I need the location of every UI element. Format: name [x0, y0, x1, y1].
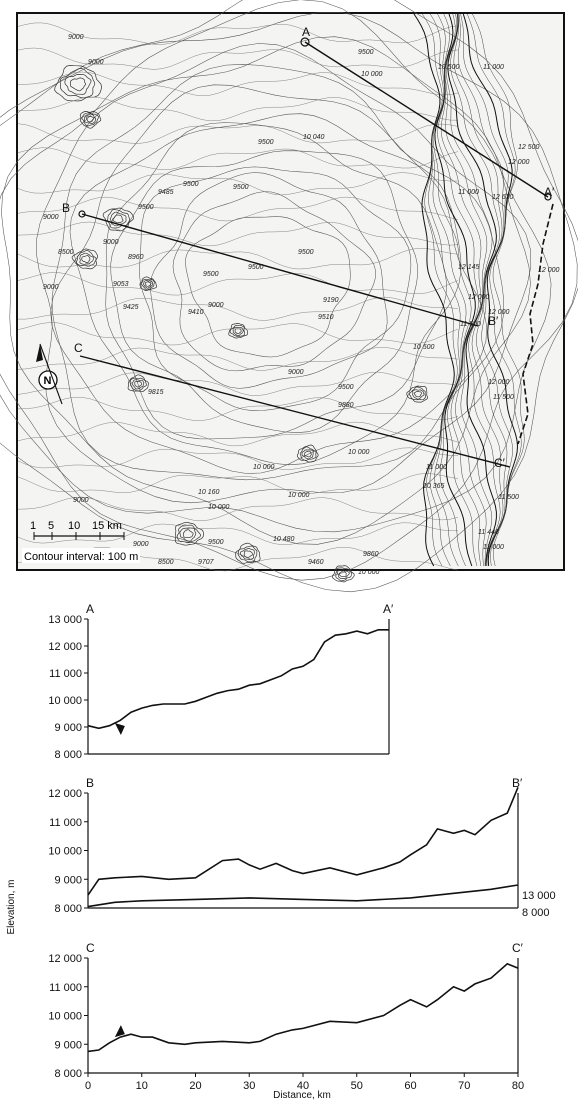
contour-label: 11 500 — [493, 394, 514, 401]
y-tick-label: 10 000 — [48, 845, 82, 858]
contour-label: 10 500 — [438, 64, 460, 71]
y-tick-label: 11 000 — [49, 668, 82, 680]
contour-label: 9707 — [198, 559, 214, 566]
contour-label: 9000 — [68, 34, 84, 41]
contour-label: 12 145 — [458, 264, 480, 271]
y-tick-label: 11 000 — [49, 981, 82, 994]
contour-label: 12 000 — [538, 267, 560, 274]
profile-series-line-0 — [88, 964, 518, 1052]
contour-label: 10 040 — [303, 134, 325, 141]
contour-label: 11 500 — [498, 494, 519, 501]
y-tick-label: 11 000 — [49, 816, 82, 829]
x-tick-label: 10 — [135, 1080, 148, 1092]
contour-label: 9500 — [233, 184, 249, 191]
contour-label: 10 160 — [198, 489, 220, 496]
y-tick-label: 8 000 — [54, 1068, 82, 1080]
contour-label: 11 000 — [483, 64, 504, 71]
contour-label: 9000 — [43, 214, 59, 221]
hill-contour — [244, 551, 252, 558]
x-tick-label: 60 — [404, 1080, 417, 1092]
valley-contour — [18, 448, 458, 470]
contour-label: 9485 — [158, 189, 174, 196]
profile-start-label: A — [86, 602, 95, 616]
section-lines — [79, 38, 551, 467]
contour-interval-note: Contour interval: 100 m — [24, 551, 139, 563]
contour-label: 9425 — [123, 304, 139, 311]
valley-contour — [18, 297, 458, 320]
x-tick-label: 70 — [458, 1080, 471, 1092]
contour-label: 9500 — [358, 49, 374, 56]
x-tick-label: 30 — [243, 1080, 256, 1092]
contour-label: 11 000 — [426, 464, 447, 471]
escarpment-contour — [446, 14, 492, 566]
contour-label: 12 000 — [508, 159, 530, 166]
rim-boundary — [518, 204, 553, 444]
y-axis-title: Elevation, m — [6, 879, 17, 935]
escarpment-contour — [450, 14, 500, 566]
hill-contour — [87, 116, 94, 122]
contour-label: 10 000 — [288, 492, 310, 499]
hill-contour — [414, 391, 421, 397]
contour-label: 9000 — [103, 239, 119, 246]
valley-contour — [18, 72, 458, 96]
contour-label: 9000 — [208, 302, 224, 309]
profile-series-line-0 — [88, 787, 518, 895]
contour-label: 9510 — [318, 314, 334, 321]
contour-label: 9500 — [183, 181, 199, 188]
x-tick-label: 50 — [350, 1080, 363, 1092]
label-a: A — [302, 25, 311, 39]
y-tick-label: 12 000 — [48, 788, 82, 800]
contour-label: 12 000 — [488, 379, 510, 386]
contour-label: 12 630 — [492, 194, 514, 201]
label-a-prime: A′ — [544, 185, 555, 199]
contour-label: 11 448 — [478, 529, 499, 536]
valley-contour — [18, 48, 458, 69]
contour-label: 9190 — [323, 297, 339, 304]
contour-line — [70, 114, 461, 465]
x-tick-label: 20 — [189, 1080, 202, 1092]
hill-contour — [65, 75, 91, 95]
contour-label: 9500 — [338, 384, 354, 391]
valley-contour — [18, 97, 458, 121]
profile-end-label: C′ — [512, 941, 523, 955]
contour-label: 9460 — [308, 559, 324, 566]
contour-label: 9500 — [298, 249, 314, 256]
contour-label: 10 000 — [348, 449, 370, 456]
y-tick-label: 10 000 — [48, 1010, 82, 1023]
x-tick-label: 80 — [511, 1080, 525, 1092]
contour-label: 9880 — [338, 402, 354, 409]
contour-label: 11 000 — [458, 189, 479, 196]
x-axis-title: Distance, km — [273, 1090, 331, 1101]
hill-contour — [339, 571, 346, 577]
contour-label: 9410 — [188, 309, 204, 316]
valley-contour — [18, 372, 458, 396]
profile-series-line-0 — [88, 630, 389, 729]
profile-start-label: B — [86, 776, 95, 790]
scale-label-1: 1 — [30, 520, 37, 532]
profile-c — [48, 941, 524, 1092]
hill-contour — [409, 387, 425, 400]
contour-label: 9500 — [203, 271, 219, 278]
hill-contour — [304, 451, 311, 457]
escarpment-contour — [441, 14, 481, 566]
contour-label: 9000 — [133, 541, 149, 548]
hill-contour — [70, 78, 85, 91]
y-tick-label: 13 000 — [48, 614, 82, 626]
scale-label-5: 5 — [48, 520, 55, 532]
contour-line — [173, 192, 376, 371]
scale-label-10: 10 — [68, 520, 81, 532]
y-tick-label: 9 000 — [54, 1039, 82, 1052]
contour-label: 10 500 — [413, 344, 435, 351]
contour-label: 10 000 — [361, 71, 383, 78]
contour-label: 10 000 — [208, 504, 230, 511]
y-tick-label: 9 000 — [54, 722, 82, 734]
hill-contour — [113, 215, 124, 223]
label-b-prime: B′ — [488, 314, 499, 328]
hill-contour — [300, 447, 316, 461]
hill-contour — [145, 282, 151, 287]
arrow-icon — [115, 1025, 125, 1037]
valley-contour — [18, 148, 458, 170]
contour-label: 9500 — [248, 264, 264, 271]
contour-label: 12 000 — [488, 309, 510, 316]
contour-label: 9500 — [258, 139, 274, 146]
contour-label: 9053 — [113, 281, 129, 288]
valley-contour — [18, 273, 458, 296]
valley-contour — [18, 397, 458, 420]
contour-label: 8960 — [128, 254, 144, 261]
contour-label: 9500 — [208, 539, 224, 546]
contour-label: 12 000 — [468, 294, 490, 301]
contour-label: 11 500 — [460, 321, 481, 328]
y-tick-label: 9 000 — [54, 874, 82, 887]
escarpment-contour — [461, 14, 513, 566]
right-axis-label-bottom: 8 000 — [522, 907, 550, 919]
contour-label: 9000 — [288, 369, 304, 376]
contour-map-svg — [18, 14, 563, 576]
hill-contour — [235, 329, 241, 334]
contour-line — [140, 167, 411, 411]
valley-contour — [18, 124, 458, 144]
label-c-prime: C′ — [494, 456, 505, 470]
valley-contour — [18, 23, 458, 45]
contour-label: 10 480 — [273, 536, 295, 543]
y-tick-label: 8 000 — [54, 749, 82, 761]
x-tick-label: 40 — [296, 1080, 310, 1092]
contour-label: 10 000 — [358, 569, 380, 576]
north-arrow-icon — [36, 344, 43, 362]
profile-a — [48, 602, 394, 761]
valley-contour — [18, 473, 458, 493]
profile-series-line-1 — [88, 885, 518, 907]
contour-line — [186, 217, 351, 357]
contour-label: 9860 — [363, 551, 379, 558]
profile-end-label: A′ — [383, 602, 394, 616]
section-line-b — [82, 214, 478, 326]
contour-label: 9000 — [73, 497, 89, 504]
contour-label: 9000 — [43, 284, 59, 291]
north-letter: N — [43, 375, 52, 387]
valley-contour — [18, 222, 458, 246]
hill-contour — [82, 256, 90, 263]
scale-bar — [22, 520, 140, 563]
valley-contour — [18, 422, 458, 446]
section-line-a — [305, 42, 548, 197]
topographic-map — [16, 12, 565, 576]
y-tick-label: 10 000 — [48, 695, 82, 707]
arrow-icon — [115, 723, 125, 735]
y-tick-label: 8 000 — [54, 903, 82, 915]
escarpment-contour — [467, 14, 521, 566]
contour-label: 8500 — [158, 559, 174, 566]
profile-end-label: B′ — [512, 776, 523, 790]
contour-label: 11 000 — [483, 544, 504, 551]
contour-label: 12 500 — [518, 144, 540, 151]
contour-label: 10 000 — [253, 464, 275, 471]
contour-label: 9500 — [138, 204, 154, 211]
profile-b — [48, 776, 555, 919]
right-axis-label-top: 13 000 — [522, 890, 556, 902]
y-tick-label: 12 000 — [48, 953, 82, 965]
x-tick-label: 0 — [84, 1080, 92, 1092]
contour-label: 8500 — [58, 249, 74, 256]
scale-label-15: 15 km — [92, 520, 122, 532]
valley-contour — [18, 197, 458, 221]
contour-label: 10 365 — [423, 483, 445, 490]
hill-contour — [183, 530, 193, 538]
y-tick-label: 12 000 — [48, 641, 82, 653]
valley-contour — [18, 523, 458, 545]
elevation-profiles — [0, 585, 578, 1110]
label-b: B — [62, 201, 71, 215]
contour-label: 9815 — [148, 389, 164, 396]
label-c: C — [74, 341, 83, 355]
contour-label: 9000 — [88, 59, 104, 66]
contour-line — [151, 173, 388, 389]
profile-start-label: C — [86, 941, 95, 955]
